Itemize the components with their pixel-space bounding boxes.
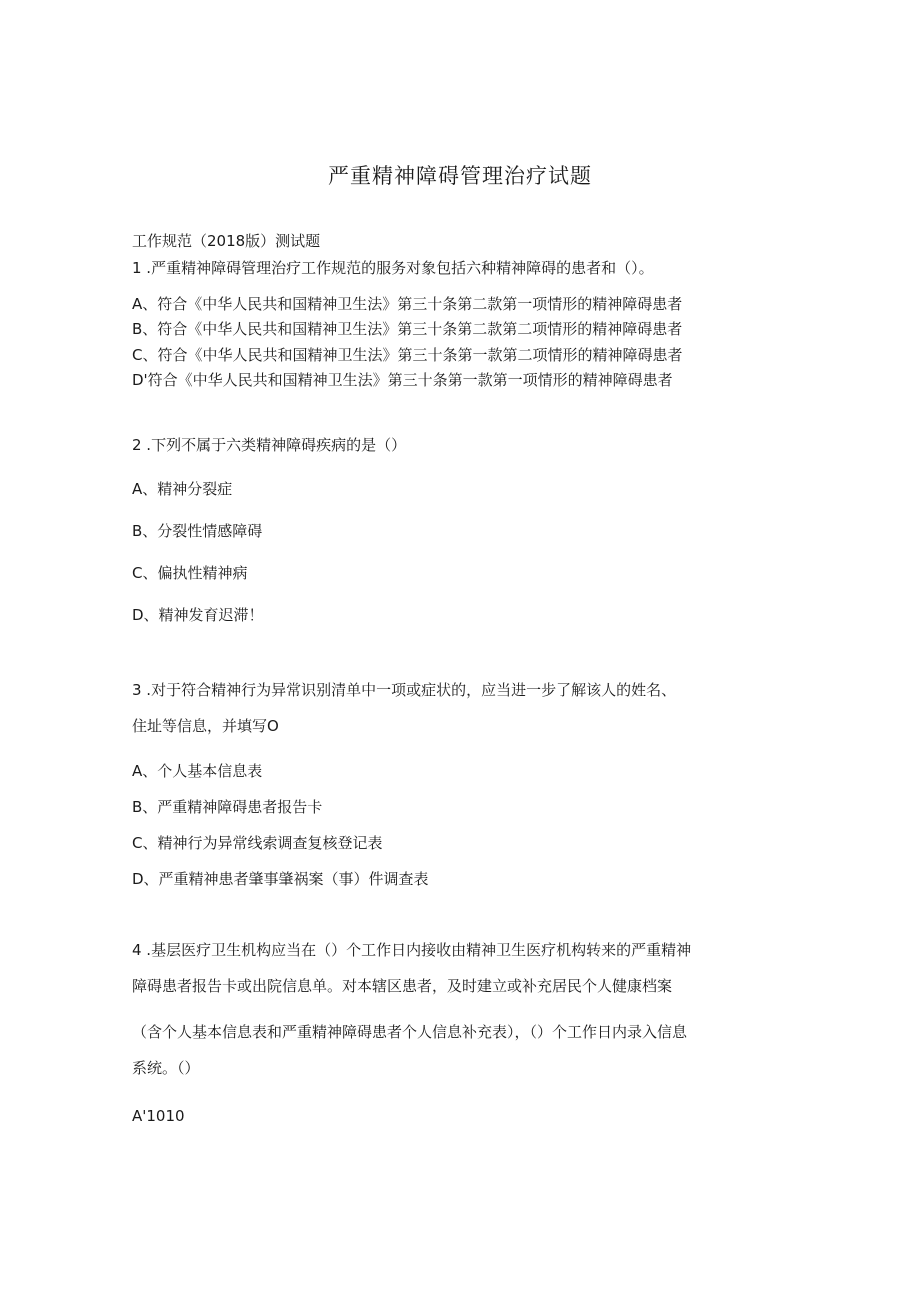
document-title: 严重精神障碍管理治疗试题: [328, 164, 592, 188]
document-subtitle: 工作规范（2018版）测试题: [132, 232, 321, 250]
option-c: C、符合《中华人民共和国精神卫生法》第三十条第一款第二项情形的精神障碍患者: [132, 346, 683, 364]
option-a: A'1010: [132, 1107, 185, 1125]
option-a: A、精神分裂症: [132, 480, 233, 498]
question-stem-line-2: 住址等信息，并填写O: [132, 717, 279, 735]
question-stem-line-1: 4 .基层医疗卫生机构应当在（）个工作日内接收由精神卫生医疗机构转来的严重精神: [132, 941, 692, 959]
option-d: D、严重精神患者肇事肇祸案（事）件调查表: [132, 870, 429, 888]
option-b: B、符合《中华人民共和国精神卫生法》第三十条第二款第二项情形的精神障碍患者: [132, 320, 683, 338]
option-d: D'符合《中华人民共和国精神卫生法》第三十条第一款第一项情形的精神障碍患者: [132, 371, 673, 389]
option-b: B、分裂性情感障碍: [132, 522, 263, 540]
option-d: D、精神发育迟滞！: [132, 606, 264, 624]
option-c: C、精神行为异常线索调查复核登记表: [132, 834, 383, 852]
question-stem-line-4: 系统。（）: [132, 1059, 200, 1077]
question-stem: 1 .严重精神障碍管理治疗工作规范的服务对象包括六种精神障碍的患者和（）。: [132, 259, 654, 277]
option-a: A、符合《中华人民共和国精神卫生法》第三十条第二款第一项情形的精神障碍患者: [132, 295, 683, 313]
question-stem-line-2: 障碍患者报告卡或出院信息单。对本辖区患者，及时建立或补充居民个人健康档案: [132, 977, 673, 995]
option-c: C、偏执性精神病: [132, 564, 248, 582]
option-a: A、个人基本信息表: [132, 762, 263, 780]
option-b: B、严重精神障碍患者报告卡: [132, 798, 323, 816]
question-stem-line-3: （含个人基本信息表和严重精神障碍患者个人信息补充表），（）个工作日内录入信息: [132, 1023, 688, 1041]
question-stem-line-1: 3 .对于符合精神行为异常识别清单中一项或症状的，应当进一步了解该人的姓名、: [132, 681, 677, 699]
question-stem: 2 .下列不属于六类精神障碍疾病的是（）: [132, 436, 407, 454]
